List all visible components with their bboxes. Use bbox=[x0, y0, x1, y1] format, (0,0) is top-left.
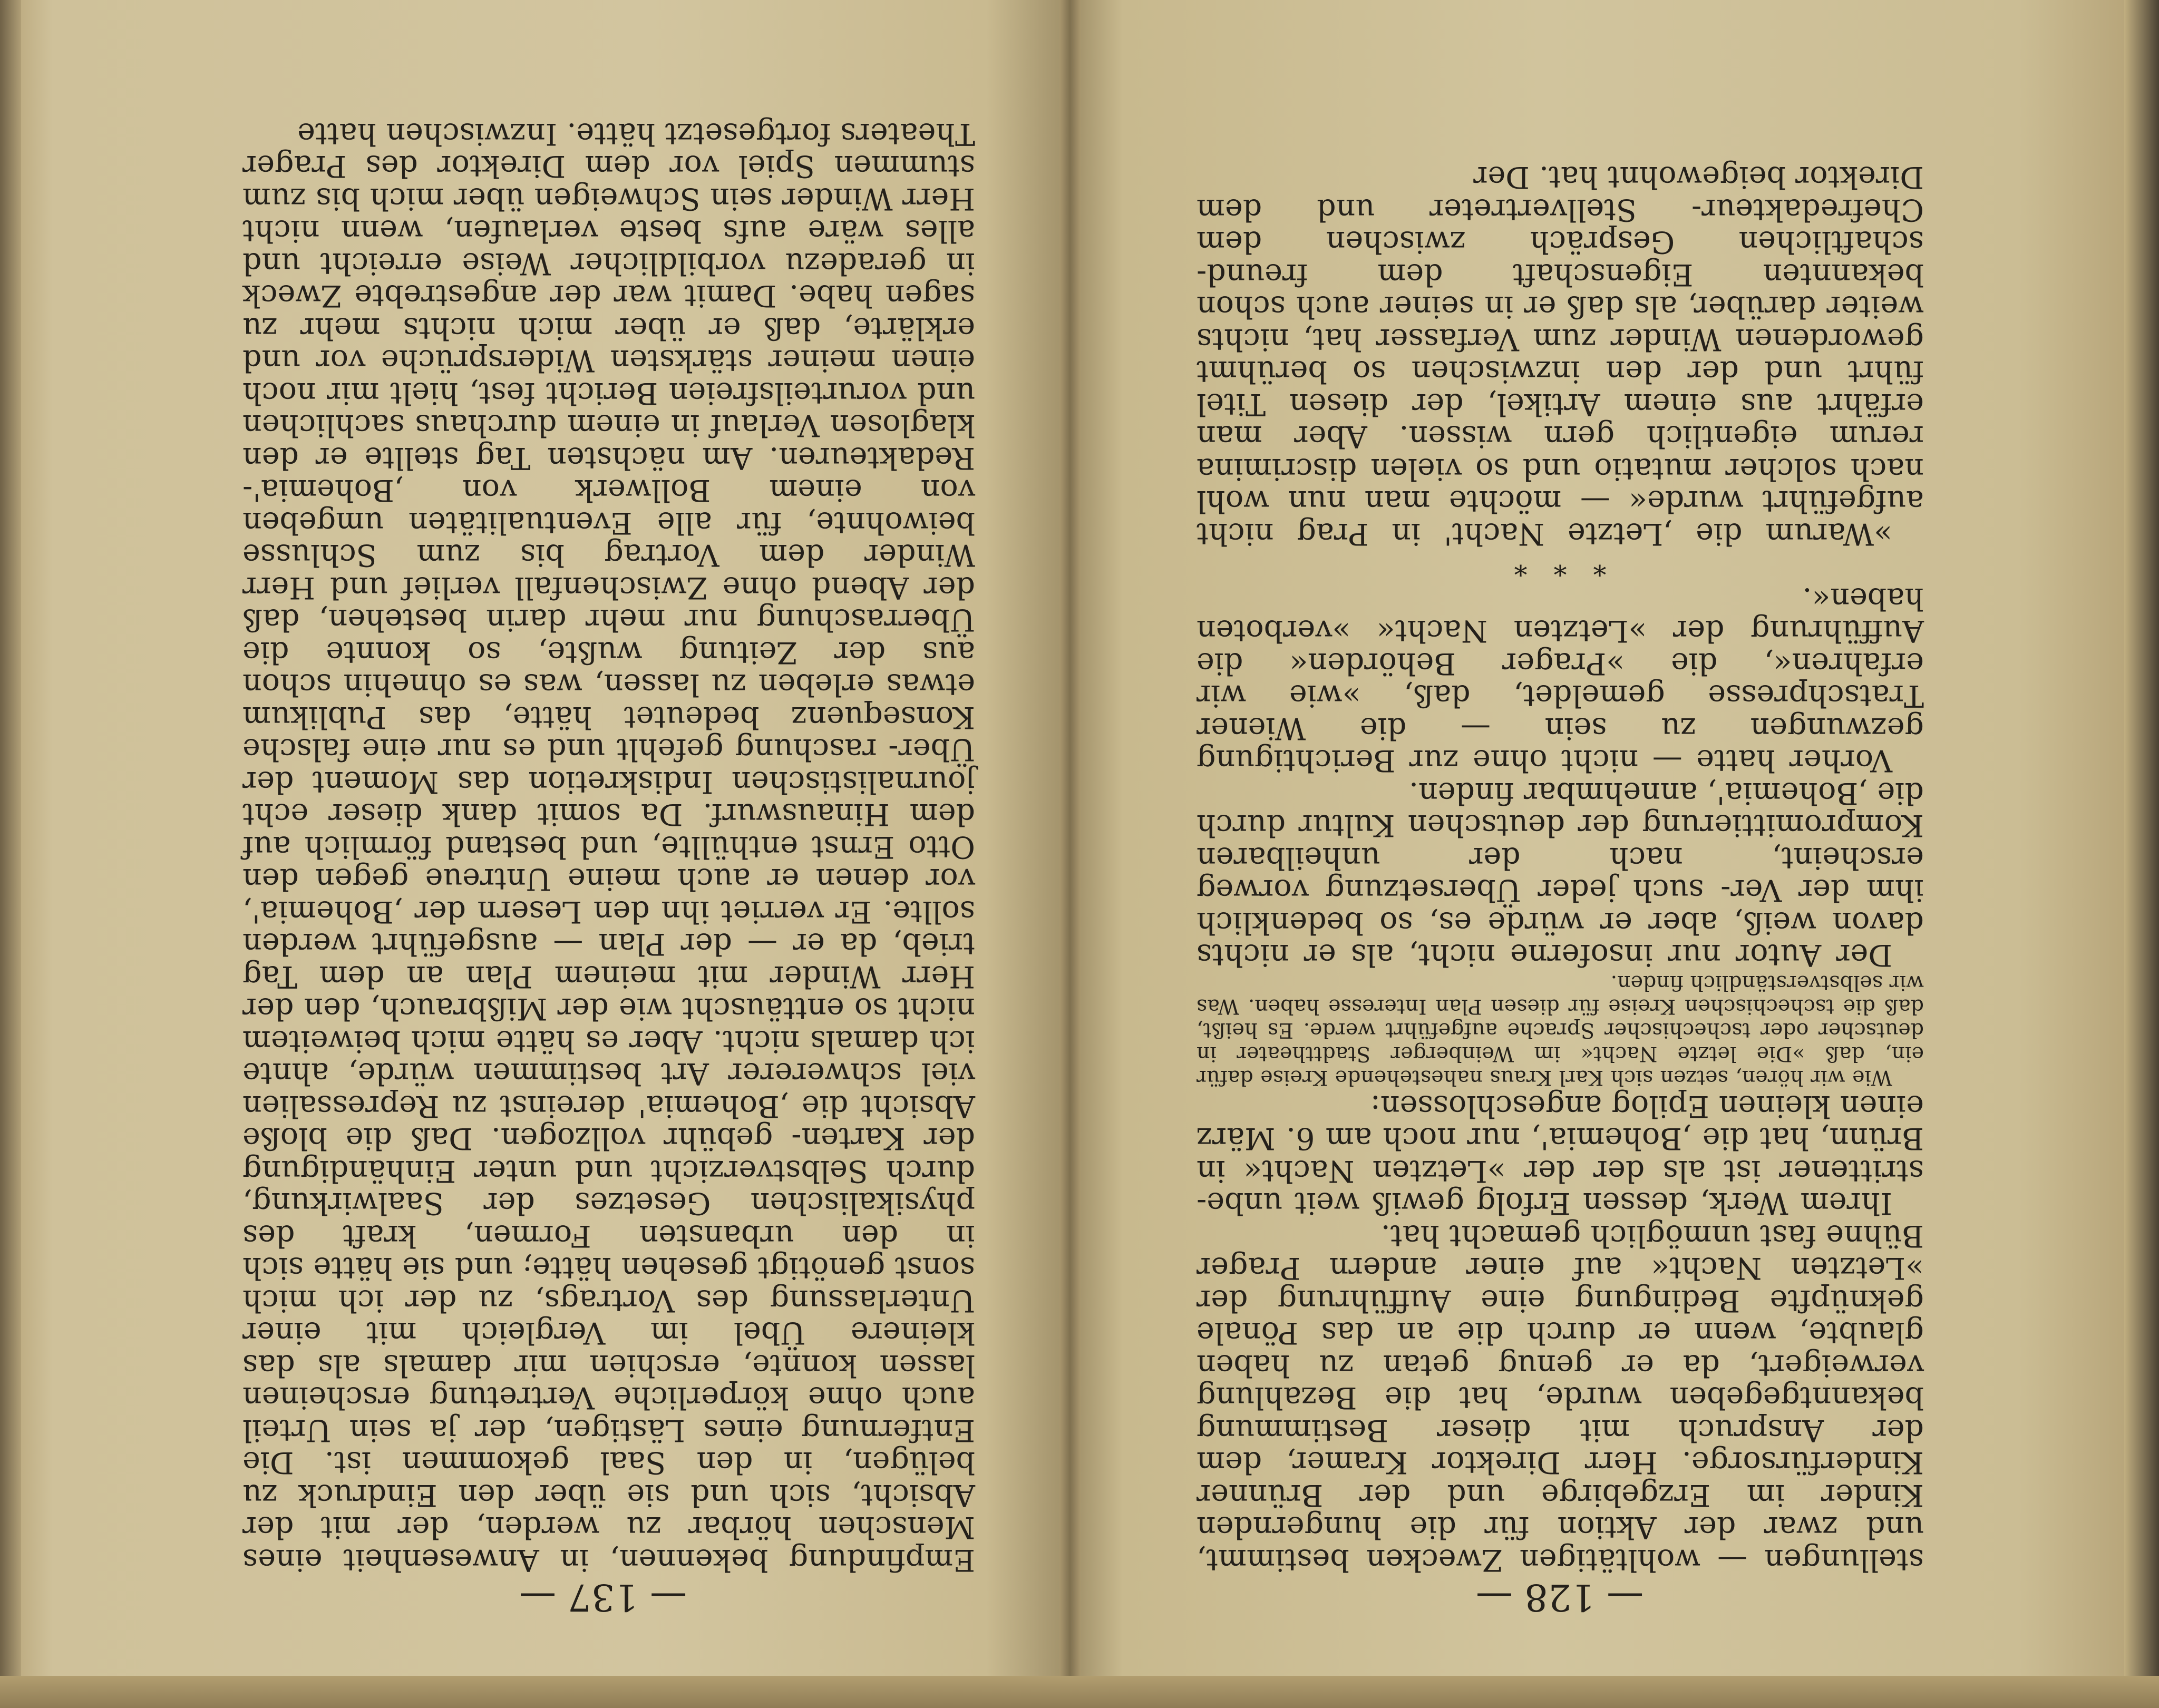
right-page bbox=[1070, 0, 2124, 1676]
left-page-text bbox=[242, 116, 975, 1577]
right-paragraph-2: Ihrem Werk, dessen Erfolg gewiß weit unbe- strittener ist als der der »Letzten Nacht« in Brünn, hat die ‚Bohemia', nur noch am 6. März einen kleinen Epilog angeschlossen: bbox=[1197, 1089, 1924, 1221]
right-paragraph-4: Vorher hatte — nicht ohne zur Berichtigung gezwungen zu sein — die Wiener Tratschpresse gemeldet, daß, »wie wir erfahren«, die »Prager Behörden« die Aufführung der »Letzten Nacht« »verboten haben«. bbox=[1197, 581, 1924, 778]
book-binding-bottom bbox=[0, 1676, 2159, 1708]
right-paragraph-3: Der Autor nur insoferne nicht, als er nichts davon weiß, aber er würde es, so bedenklich ihm der Ver- such jeder Übersetzung vorweg erscheint, nach der unheilbaren Kompromittierung der deutschen Kultur durch die ‚Bohemia', annehmbar finden. bbox=[1197, 776, 1924, 973]
right-page-number: — 128 — bbox=[1476, 1576, 1644, 1619]
right-paragraph-5: »Warum die ‚Letzte Nacht' in Prag nicht aufgeführt wurde« — möchte man nun wohl nach solcher mutatio und so vielen discrimina rerum eigentlich gern wissen. Aber man erfährt aus einem Artikel, der diesen Titel führt und der den inzwischen so berühmt gewordenen Winder zum Verfasser hat, nichts weiter darüber, als daß er in seiner auch schon bekannten Eigenschaft dem freund- schaftlichen Gespräch zwischen dem Chefredakteur- Stellvertreter und dem Direktor beigewohnt hat. Der bbox=[1197, 160, 1924, 551]
quoted-notice: Wie wir hören, setzen sich Karl Kraus nahestehende Kreise dafür ein, daß »Die letzte Nacht« im Weinberger Stadttheater in deutscher oder tschechischer Sprache aufgeführt werde. Es heißt, daß die tschechischen Kreise für diesen Plan Interesse haben. Was wir selbstverständlich finden. bbox=[1197, 971, 1924, 1090]
left-page bbox=[21, 0, 1070, 1676]
left-page-number: — 137 — bbox=[519, 1576, 687, 1619]
right-paragraph-1: stellungen — wohltätigen Zwecken bestimmt, und zwar der Aktion für die hungernden Kinder im Erzgebirge und der Brünner Kinderfürsorge. Herr Direktor Kramer, dem der Anspruch mit dieser Bestimmung bekanntgegeben wurde, hat die Bezahlung verweigert, da er genug getan zu haben glaubte, wenn er durch die an das Pönale geknüpfte Bedingung eine Aufführung der »Letzten Nacht« auf einer andern Prager Bühne fast unmöglich gemacht hat. bbox=[1197, 1218, 1924, 1577]
page-edge-right bbox=[2124, 0, 2159, 1708]
book-gutter bbox=[1059, 0, 1081, 1708]
right-page-text bbox=[1197, 160, 1924, 1577]
section-separator: * * * bbox=[1514, 551, 1607, 582]
left-page-paragraph: Empfindung bekennen, in Anwesenheit eines Menschen hörbar zu werden, der mit der Absicht, sich und sie über den Eindruck zu belügen, in den Saal gekommen ist. Die Entfernung eines Lästigen, der ja sein Urteil auch ohne körperliche Vertretung erscheinen lassen konnte, erschien mir damals als das kleinere Übel im Vergleich mit einer Unterlassung des Vortrags, zu der ich mich sonst genötigt gesehen hätte; und sie hätte sich in den urbansten Formen, kraft des physikalischen Gesetzes der Saalwirkung, durch Selbstverzicht und unter Einhändigung der Karten- gebühr vollzogen. Daß die bloße Absicht die ‚Bohemia' dereinst zu Repressalien viel schwererer Art bestimmen würde, ahnte ich damals nicht. Aber es hätte mich beiweitem nicht so enttäuscht wie der Mißbrauch, den der Herr Winder mit meinem Plan an dem Tag trieb, da er — der Plan — ausgeführt werden sollte. Er verriet ihn den Lesern der ‚Bohemia', vor denen er auch meine Untreue gegen den Otto Ernst enthüllte, und bestand förmlich auf dem Hinauswurf. Da somit dank dieser echt journalistischen Indiskretion das Moment der Über- raschung gefehlt und es nur eine falsche Konsequenz bedeutet hätte, das Publikum etwas erleben zu lassen, was es ohnehin schon aus der Zeitung wußte, so konnte die Überraschung nur mehr darin bestehen, daß der Abend ohne Zwischenfall verlief und Herr Winder dem Vortrag bis zum Schlusse beiwohnte, für alle Eventualitäten umgeben von einem Bollwerk von ‚Bohemia'-Redakteuren. Am nächsten Tag stellte er den klaglosen Verlauf in einem durchaus sachlichen und vorurteilsfreien Bericht fest, hielt mir noch einen meiner stärksten Widersprüche vor und erklärte, daß er über mich nichts mehr zu sagen habe. Damit war der angestrebte Zweck in geradezu vorbildlicher Weise erreicht und alles wäre aufs beste verlaufen, wenn nicht Herr Winder sein Schweigen über mich bis zum stummen Spiel vor dem Direktor des Prager Theaters fortgesetzt hätte. Inzwischen hatte bbox=[242, 116, 975, 1577]
